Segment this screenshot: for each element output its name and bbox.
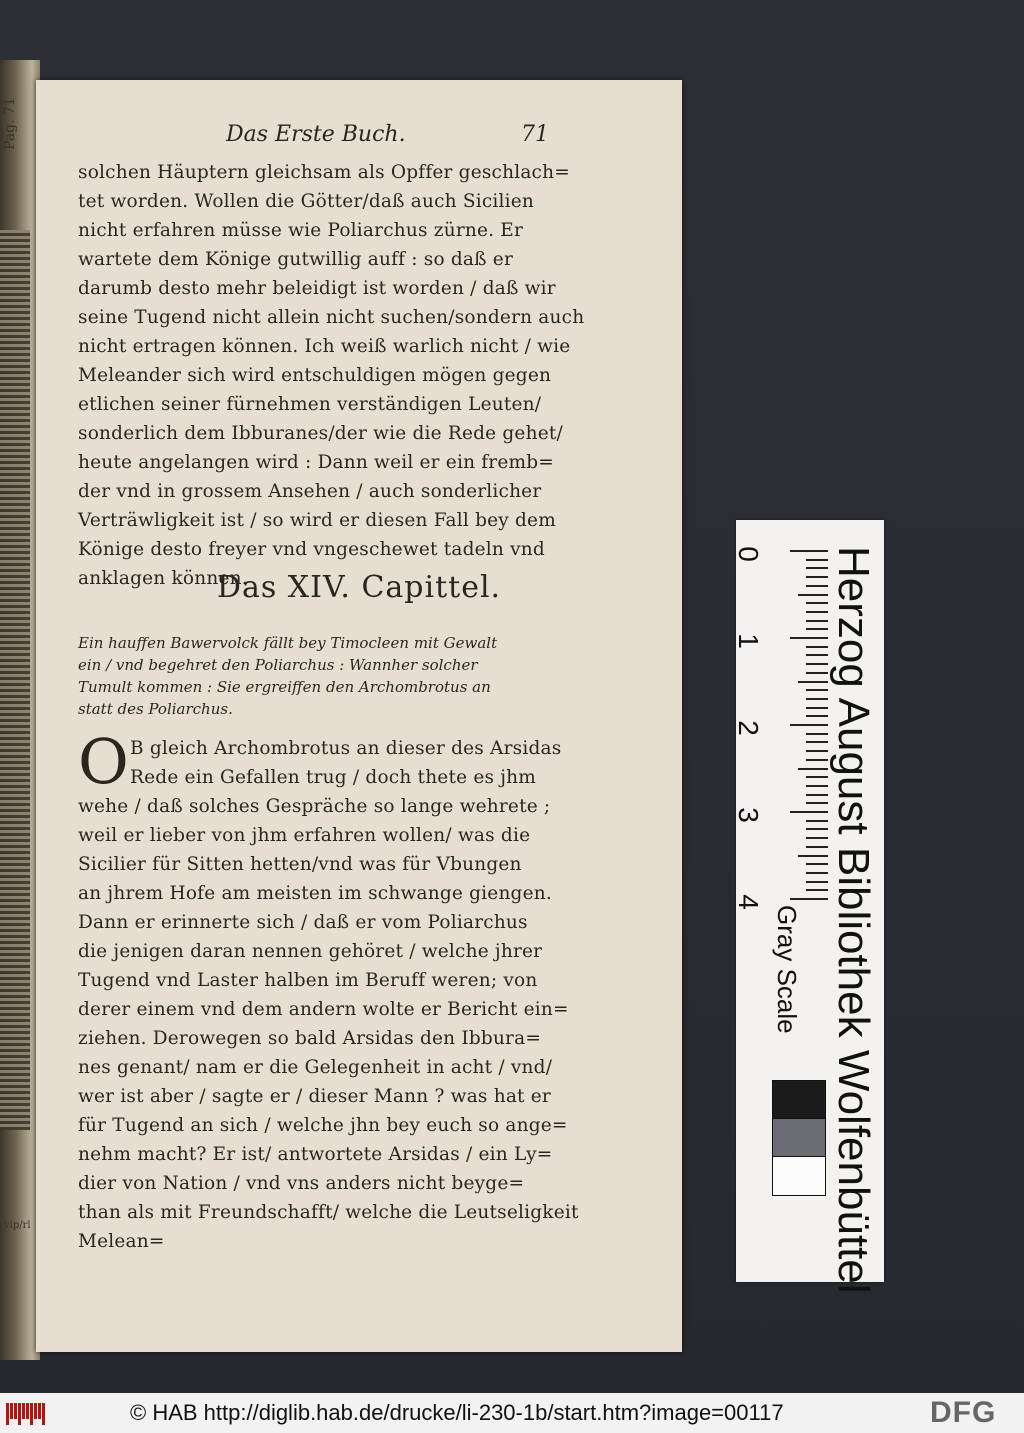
text-line: nicht ertragen können. Ich weiß warlich nicht / wie [78, 336, 571, 357]
text-line: Sicilier für Sitten hetten/vnd was für Vbungen [78, 854, 522, 875]
text-line: Rede ein Gefallen trug / doch thete es jhm [130, 767, 537, 788]
ruler-tick [790, 898, 828, 900]
ruler-tick [798, 594, 828, 596]
text-line: die jenigen daran nennen gehöret / welche jhrer [78, 941, 543, 962]
text-line: anklagen können. [78, 568, 248, 589]
ruler-tick [806, 741, 828, 743]
text-line: der vnd in grossem Ansehen / auch sonderlicher [78, 481, 542, 502]
chapter-summary [78, 632, 598, 720]
paragraph-2 [78, 725, 590, 1256]
ruler-tick [806, 846, 828, 848]
text-line: derer einem vnd dem andern wolte er Bericht ein= [78, 999, 569, 1020]
text-line: wehe / daß solches Gespräche so lange wehrete ; [78, 796, 551, 817]
ruler-digit: 2 [732, 720, 764, 736]
ruler-tick [806, 628, 828, 630]
page-number: 71 [521, 122, 549, 147]
text-line: Melean= [78, 1231, 165, 1252]
ruler-tick [806, 602, 828, 604]
ruler-tick [806, 646, 828, 648]
running-head-title: Das Erste Buch. [226, 122, 406, 147]
ruler-tick [806, 750, 828, 752]
paragraph-1 [78, 158, 585, 593]
ruler-digit: 0 [732, 546, 764, 562]
left-facing-page [0, 60, 40, 1360]
ruler-tick [806, 611, 828, 613]
text-line: than als mit Freundschafft/ welche die Leutseligkeit [78, 1202, 579, 1223]
hab-logo-icon [6, 1399, 46, 1427]
ruler-tick [806, 872, 828, 874]
ruler-tick [806, 776, 828, 778]
ruler-tick [806, 794, 828, 796]
ruler-tick [806, 707, 828, 709]
text-line: dier von Nation / vnd vns anders nicht beyge= [78, 1173, 525, 1194]
text-line: Verträwligkeit ist / so wird er diesen Fall bey dem [78, 510, 556, 531]
ruler-tick [806, 559, 828, 561]
summary-line: Tumult kommen : Sie ergreiffen den Archombrotus an [78, 678, 491, 696]
footer-bar [0, 1393, 1024, 1433]
ruler-tick [798, 681, 828, 683]
ruler-tick [806, 881, 828, 883]
ruler-tick [806, 567, 828, 569]
ruler-tick [806, 820, 828, 822]
text-line: darumb desto mehr beleidigt ist worden / daß wir [78, 278, 556, 299]
ruler-tick [790, 811, 828, 813]
text-line: weil er lieber von jhm erfahren wollen/ was die [78, 825, 531, 846]
color-scale-bar: 0 1 2 3 4 Herzog August Bibliothek Wolfenbüttel Gray Scale [736, 520, 884, 1282]
ruler-digit: 1 [732, 633, 764, 649]
summary-line: ein / vnd begehret den Poliarchus : Wannher solcher [78, 656, 478, 674]
text-line: für Tugend an sich / welche jhn bey euch so ange= [78, 1115, 568, 1136]
left-pagination: Pag. 71 [2, 97, 18, 150]
ruler-tick [806, 689, 828, 691]
text-line: Dann er erinnerte sich / daß er vom Poliarchus [78, 912, 528, 933]
text-line: Könige desto freyer vnd vngeschewet tadeln vnd [78, 539, 545, 560]
text-line: nicht erfahren müsse wie Poliarchus zürne. Er [78, 220, 524, 241]
ruler-tick [806, 802, 828, 804]
gray-swatch-dark [772, 1080, 826, 1120]
ruler-tick [806, 576, 828, 578]
ruler-tick [806, 733, 828, 735]
text-line: heute angelangen wird : Dann weil er ein fremb= [78, 452, 554, 473]
ruler-tick [806, 654, 828, 656]
ruler-tick [806, 663, 828, 665]
ruler-tick [806, 715, 828, 717]
text-line: etlichen seiner fürnehmen verständigen Leuten/ [78, 394, 542, 415]
text-line: Meleander sich wird entschuldigen mögen gegen [78, 365, 552, 386]
ruler-tick [806, 889, 828, 891]
text-line: wartete dem Könige gutwillig auff : so daß er [78, 249, 513, 270]
text-line: seine Tugend nicht allein nicht suchen/sondern auch [78, 307, 585, 328]
drop-capital: O [78, 725, 129, 798]
ruler-tick [790, 637, 828, 639]
text-line: nes genant/ nam er die Gelegenheit in acht / vnd/ [78, 1057, 553, 1078]
ruler-tick [806, 759, 828, 761]
ruler-tick [806, 585, 828, 587]
text-line: tet worden. Wollen die Götter/daß auch Sicilien [78, 191, 535, 212]
ruler-digit: 3 [732, 807, 764, 823]
ruler-tick [806, 863, 828, 865]
ruler-tick [806, 828, 828, 830]
text-line: Tugend vnd Laster halben im Beruff weren; von [78, 970, 538, 991]
text-line: sonderlich dem Ibburanes/der wie die Rede gehet/ [78, 423, 563, 444]
ruler-tick [790, 724, 828, 726]
chapter-title: Das XIV. Capittel. [216, 570, 502, 605]
ruler-tick [806, 837, 828, 839]
ruler-tick [790, 550, 828, 552]
ruler-tick [806, 785, 828, 787]
left-bottom-mark: vip/rl [4, 1220, 31, 1231]
ruler-tick [806, 698, 828, 700]
text-line: wer ist aber / sagte er / dieser Mann ? was hat er [78, 1086, 551, 1107]
ruler [732, 520, 796, 940]
ruler-tick [806, 620, 828, 622]
dfg-logo: DFG [930, 1396, 997, 1429]
ruler-tick [798, 855, 828, 857]
summary-line: Ein hauffen Bawervolck fällt bey Timocleen mit Gewalt [78, 634, 498, 652]
text-line: an jhrem Hofe am meisten im schwange giengen. [78, 883, 552, 904]
copyright-url[interactable]: © HAB http://diglib.hab.de/drucke/li-230-1b/start.htm?image=00117 [130, 1400, 784, 1425]
text-line: ziehen. Derowegen so bald Arsidas den Ibbura= [78, 1028, 542, 1049]
ruler-digit: 4 [732, 894, 764, 910]
summary-line: statt des Poliarchus. [78, 700, 233, 718]
text-line: B gleich Archombrotus an dieser des Arsidas [130, 738, 562, 759]
ruler-tick [798, 768, 828, 770]
text-line: nehm macht? Er ist/ antwortete Arsidas / ein Ly= [78, 1144, 553, 1165]
book-page [36, 80, 682, 1352]
text-line: solchen Häuptern gleichsam als Opffer geschlach= [78, 162, 570, 183]
gray-swatch-light [772, 1156, 826, 1196]
gray-swatch-mid [772, 1118, 826, 1158]
engraving-plate [0, 230, 30, 1130]
ruler-tick [806, 672, 828, 674]
